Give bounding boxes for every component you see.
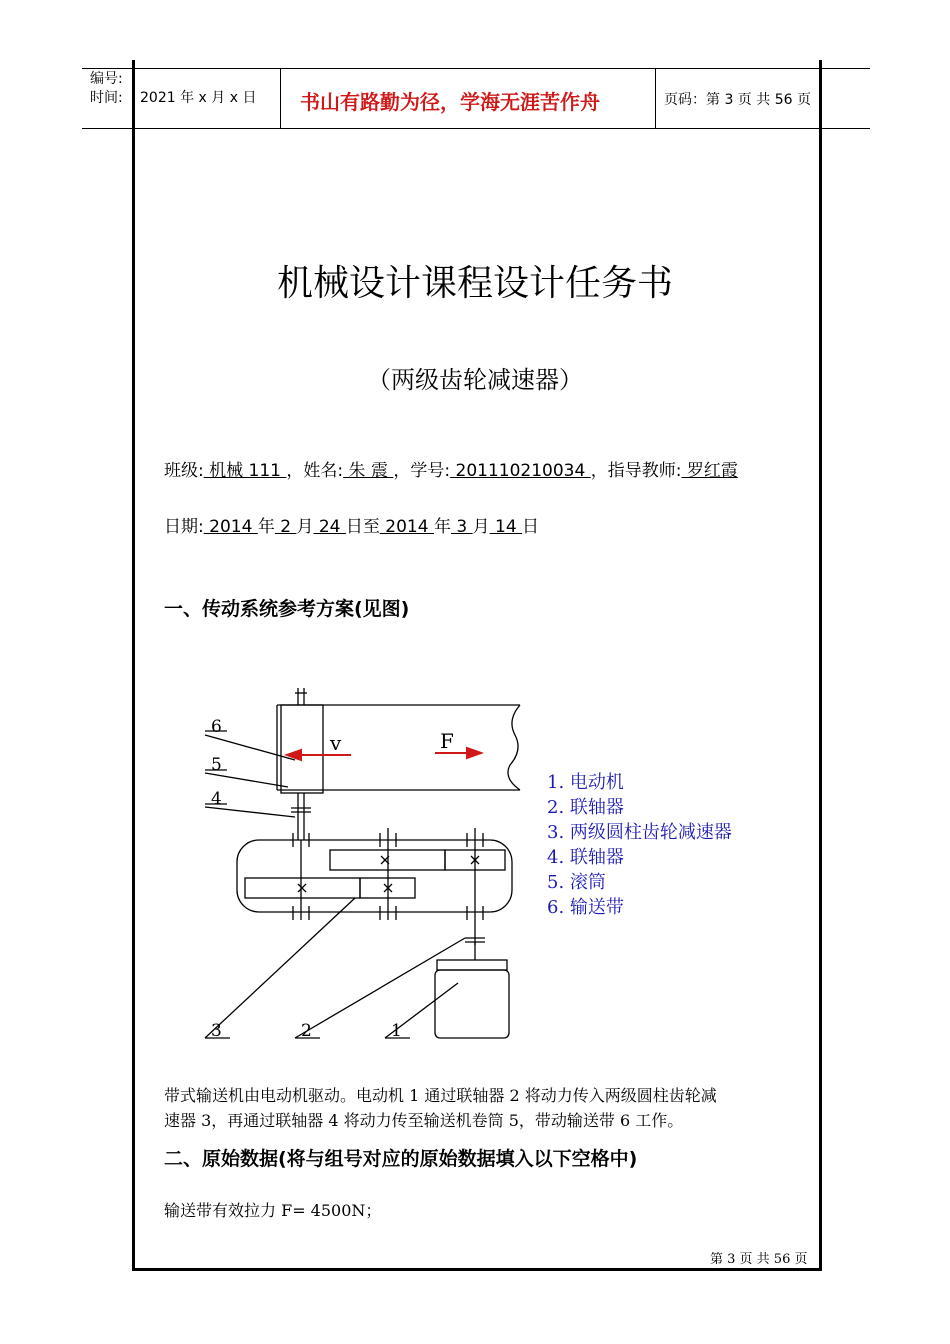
name-label: ，姓名:: [286, 461, 344, 481]
header-motto: 书山有路勤为径，学海无涯苦作舟: [300, 90, 600, 114]
velocity-label: v: [330, 731, 342, 755]
time-label: 时间:: [90, 90, 123, 106]
legend-item-6: 6. 输送带: [547, 897, 624, 918]
name-value: 朱 震: [343, 461, 394, 481]
legend-item-2: 2. 联轴器: [547, 797, 624, 818]
start-year: 2014: [203, 517, 258, 537]
header-page-number: 页码：第 3 页 共 56 页: [664, 92, 811, 108]
drawing-lines: [205, 688, 520, 1038]
class-label: 班级:: [164, 461, 204, 481]
legend-item-3: 3. 两级圆柱齿轮减速器: [547, 822, 732, 843]
transmission-diagram: [185, 660, 785, 1045]
teacher-value: 罗红霞: [681, 461, 738, 481]
description-line-2: 速器 3，再通过联轴器 4 将动力传至输送机卷筒 5，带动输送带 6 工作。: [164, 1111, 684, 1130]
start-day: 24: [313, 517, 346, 537]
force-label: F: [440, 729, 454, 753]
month-char-2: 月: [472, 517, 490, 537]
legend-item-1: 1. 电动机: [547, 772, 624, 793]
page-footer: 第 3 页 共 56 页: [710, 1252, 808, 1267]
callout-4: 4: [211, 789, 222, 809]
start-month: 2: [274, 517, 297, 537]
end-month: 3: [450, 517, 473, 537]
year-char-1: 年: [257, 517, 275, 537]
student-id-value: 201110210034: [450, 461, 591, 481]
end-year: 2014: [379, 517, 434, 537]
callout-2: 2: [301, 1021, 312, 1041]
date-line: [164, 512, 539, 537]
day-char-2: 日: [522, 517, 540, 537]
section-2-heading: 二、原始数据(将与组号对应的原始数据填入以下空格中): [164, 1148, 638, 1170]
info-line: [164, 456, 738, 481]
section-1-heading: 一、传动系统参考方案(见图): [164, 598, 410, 620]
callout-5: 5: [211, 755, 222, 775]
legend-item-4: 4. 联轴器: [547, 847, 624, 868]
teacher-label: ，指导教师:: [590, 461, 682, 481]
document-subtitle: （两级齿轮减速器）: [367, 366, 583, 394]
callout-3: 3: [211, 1021, 222, 1041]
callout-1: 1: [391, 1021, 402, 1041]
document-title: 机械设计课程设计任务书: [276, 263, 673, 304]
diagram-legend: [547, 772, 732, 918]
month-char-1: 月: [296, 517, 314, 537]
year-char-2: 年: [433, 517, 451, 537]
header-date: 2021 年 x 月 x 日: [140, 90, 257, 106]
number-label: 编号:: [90, 71, 123, 87]
student-id-label: ，学号:: [393, 461, 451, 481]
class-value: 机械 111: [203, 461, 287, 481]
callout-6: 6: [211, 717, 222, 737]
force-data-line: 输送带有效拉力 F= 4500N；: [164, 1201, 382, 1220]
day-to-char: 日至: [345, 517, 380, 537]
legend-item-5: 5. 滚筒: [547, 872, 606, 893]
date-label: 日期:: [164, 517, 204, 537]
end-day: 14: [489, 517, 523, 537]
description-line-1: 带式输送机由电动机驱动。电动机 1 通过联轴器 2 将动力传入两级圆柱齿轮减: [164, 1086, 717, 1105]
